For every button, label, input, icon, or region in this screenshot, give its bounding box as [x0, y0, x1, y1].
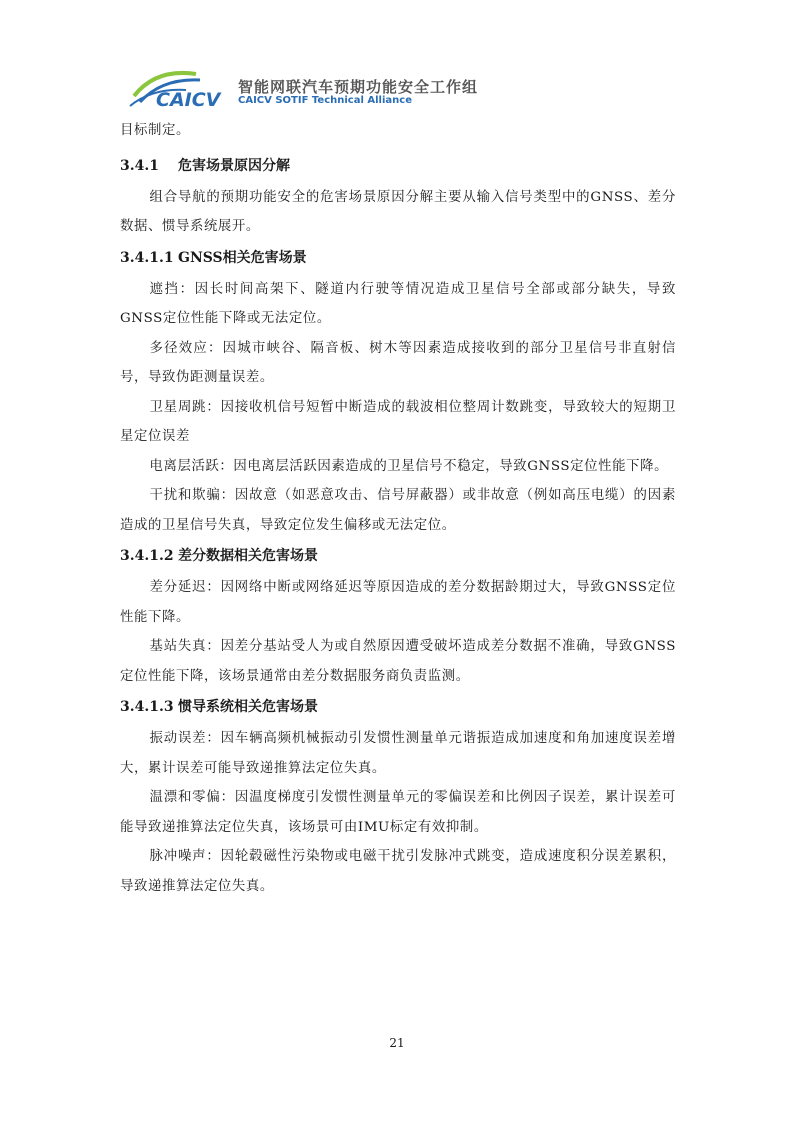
section-number: 3.4.1 — [120, 157, 159, 174]
subsection-heading-gnss — [120, 244, 676, 273]
section-title: 危害场景原因分解 — [178, 157, 290, 174]
page-header — [126, 66, 686, 114]
paragraph: 电离层活跃：因电离层活跃因素造成的卫星信号不稳定，导致GNSS定位性能下降。 — [149, 458, 669, 474]
subsection-number: 3.4.1.1 — [120, 249, 174, 266]
paragraph: 基站失真：因差分基站受人为或自然原因遭受破坏造成差分数据不准确，导致GNSS定位性能下降，该场景通常由差分数据服务商负责监测。 — [120, 639, 676, 684]
paragraph: 差分延迟：因网络中断或网络延迟等原因造成的差分数据龄期过大，导致GNSS定位性能下降。 — [120, 580, 676, 625]
org-name-cn: 智能网联汽车预期功能安全工作组 — [238, 78, 479, 96]
caicv-logo-icon — [126, 66, 234, 112]
subsection-heading-differential — [120, 542, 676, 571]
paragraph: 卫星周跳：因接收机信号短暂中断造成的载波相位整周计数跳变，导致较大的短期卫星定位误差 — [120, 399, 676, 444]
paragraph: 多径效应：因城市峡谷、隔音板、树木等因素造成接收到的部分卫星信号非直射信号，导致伪距测量误差。 — [120, 340, 676, 385]
section-paragraph: 组合导航的预期功能安全的危害场景原因分解主要从输入信号类型中的GNSS、差分数据、惯导系统展开。 — [120, 189, 676, 234]
page-number: 21 — [389, 1036, 405, 1050]
subsection-title: 惯导系统相关危害场景 — [178, 699, 318, 715]
paragraph: 遮挡：因长时间高架下、隧道内行驶等情况造成卫星信号全部或部分缺失，导致GNSS定位性能下降或无法定位。 — [120, 281, 676, 326]
document-body — [120, 116, 676, 901]
paragraph: 脉冲噪声：因轮毂磁性污染物或电磁干扰引发脉冲式跳变，造成速度积分误差累积，导致递推算法定位失真。 — [120, 849, 676, 894]
paragraph: 干扰和欺骗：因故意（如恶意攻击、信号屏蔽器）或非故意（例如高压电缆）的因素造成的卫星信号失真，导致定位发生偏移或无法定位。 — [120, 488, 676, 533]
org-name-en: CAICV SOTIF Technical Alliance — [238, 95, 412, 106]
paragraph: 振动误差：因车辆高频机械振动引发惯性测量单元谐振造成加速度和角加速度误差增大，累计误差可能导致递推算法定位失真。 — [120, 731, 676, 776]
section-heading — [120, 152, 676, 181]
subsection-title: GNSS相关危害场景 — [178, 249, 307, 266]
subsection-number: 3.4.1.2 — [120, 548, 174, 564]
intro-line: 目标制定。 — [120, 123, 190, 138]
subsection-title: 差分数据相关危害场景 — [178, 548, 318, 564]
subsection-number: 3.4.1.3 — [120, 699, 174, 715]
logo-wordmark: CAICV — [156, 89, 221, 111]
paragraph: 温漂和零偏：因温度梯度引发惯性测量单元的零偏误差和比例因子误差，累计误差可能导致递推算法定位失真，该场景可由IMU标定有效抑制。 — [120, 790, 676, 835]
subsection-heading-ins — [120, 693, 676, 722]
